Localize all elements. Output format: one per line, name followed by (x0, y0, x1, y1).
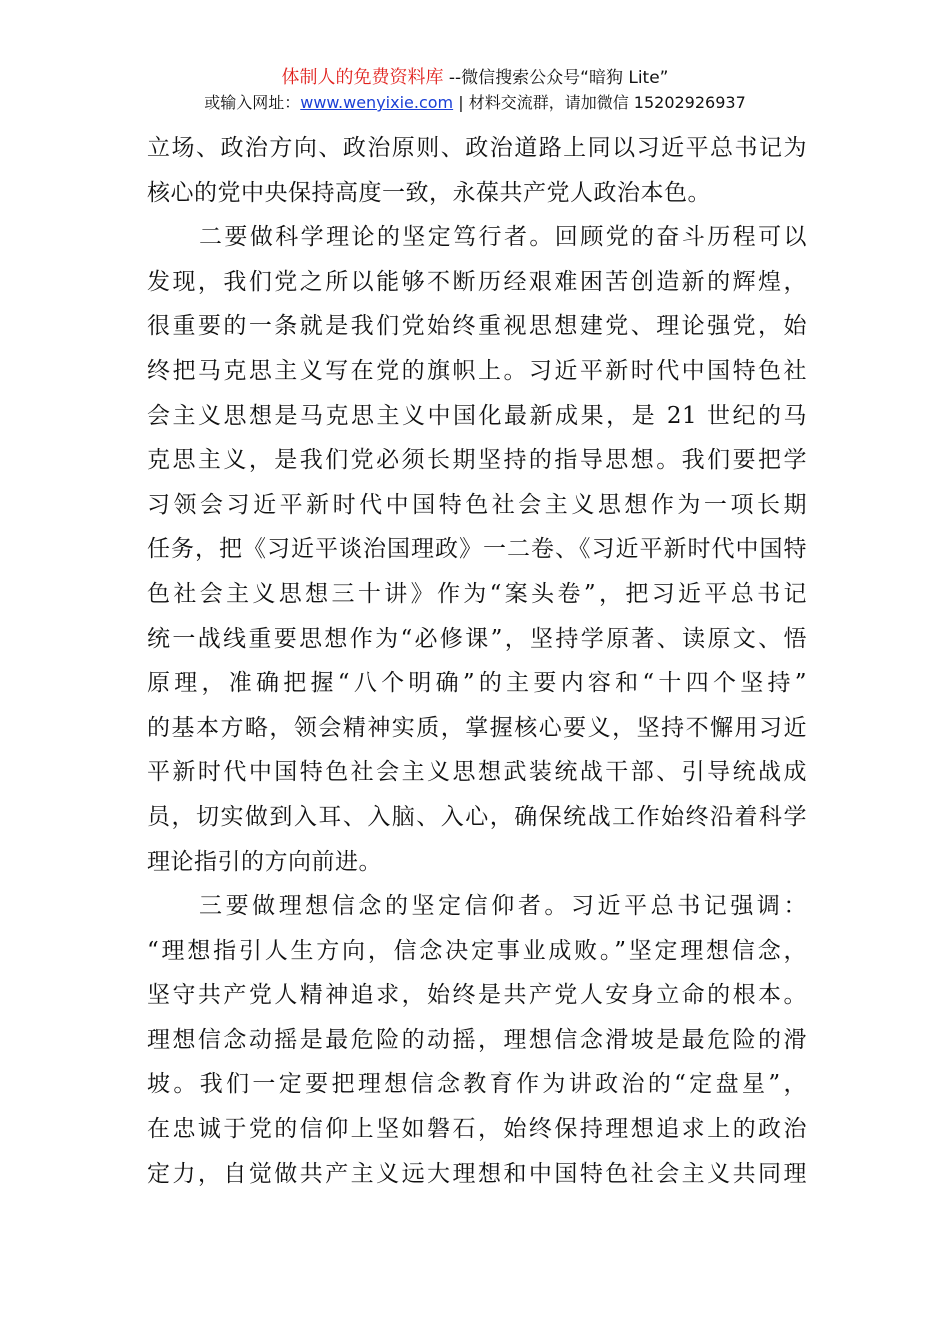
text-line: 习领会习近平新时代中国特色社会主义思想作为一项长期 (147, 491, 807, 518)
header-contact-info: | 材料交流群，请加微信 15202926937 (453, 93, 746, 112)
text-line: 坡。我们一定要把理想信念教育作为讲政治的“定盘星”， (147, 1071, 807, 1098)
header-brand-title: 体制人的免费资料库 (281, 67, 444, 88)
header-wechat-note: --微信搜索公众号“暗狗 Lite” (443, 68, 669, 88)
text-line: 任务，把《习近平谈治国理政》一二卷、《习近平新时代中国特 (147, 536, 807, 563)
text-line: 终把马克思主义写在党的旗帜上。习近平新时代中国特色社 (147, 357, 807, 384)
text-line: 平新时代中国特色社会主义思想武装统战干部、引导统战成 (147, 759, 807, 786)
header-promo-line (0, 66, 950, 90)
header-contact-line (0, 91, 950, 115)
document-body (147, 126, 807, 1196)
text-line: “理想指引人生方向，信念决定事业成败。”坚定理想信念， (147, 937, 807, 964)
text-line: 很重要的一条就是我们党始终重视思想建党、理论强党，始 (147, 313, 807, 340)
paragraph-start-line: 二要做科学理论的坚定笃行者。回顾党的奋斗历程可以 (199, 224, 807, 251)
text-line: 会主义思想是马克思主义中国化最新成果，是 21 世纪的马 (147, 402, 807, 429)
text-line: 定力，自觉做共产主义远大理想和中国特色社会主义共同理 (147, 1160, 807, 1187)
text-line: 坚守共产党人精神追求，始终是共产党人安身立命的根本。 (147, 982, 807, 1009)
text-line: 发现，我们党之所以能够不断历经艰难困苦创造新的辉煌， (147, 268, 807, 295)
page-header (0, 66, 950, 115)
text-line: 的基本方略，领会精神实质，掌握核心要义，坚持不懈用习近 (147, 714, 807, 741)
text-line: 核心的党中央保持高度一致，永葆共产党人政治本色。 (147, 179, 711, 206)
text-line: 理论指引的方向前进。 (147, 848, 382, 875)
text-line: 理想信念动摇是最危险的动摇，理想信念滑坡是最危险的滑 (147, 1026, 807, 1053)
header-url-prefix: 或输入网址： (204, 93, 301, 112)
text-line: 克思主义，是我们党必须长期坚持的指导思想。我们要把学 (147, 447, 807, 474)
text-line: 在忠诚于党的信仰上坚如磐石，始终保持理想追求上的政治 (147, 1116, 807, 1143)
paragraph-start-line: 三要做理想信念的坚定信仰者。习近平总书记强调： (199, 893, 807, 920)
text-line: 原理，准确把握“八个明确”的主要内容和“十四个坚持” (147, 670, 807, 697)
header-website-link[interactable]: www.wenyixie.com (300, 93, 454, 112)
text-line: 色社会主义思想三十讲》作为“案头卷”，把习近平总书记 (147, 580, 807, 607)
text-line: 员，切实做到入耳、入脑、入心，确保统战工作始终沿着科学 (147, 803, 807, 830)
text-line: 统一战线重要思想作为“必修课”，坚持学原著、读原文、悟 (147, 625, 807, 652)
text-line: 立场、政治方向、政治原则、政治道路上同以习近平总书记为 (147, 135, 807, 161)
